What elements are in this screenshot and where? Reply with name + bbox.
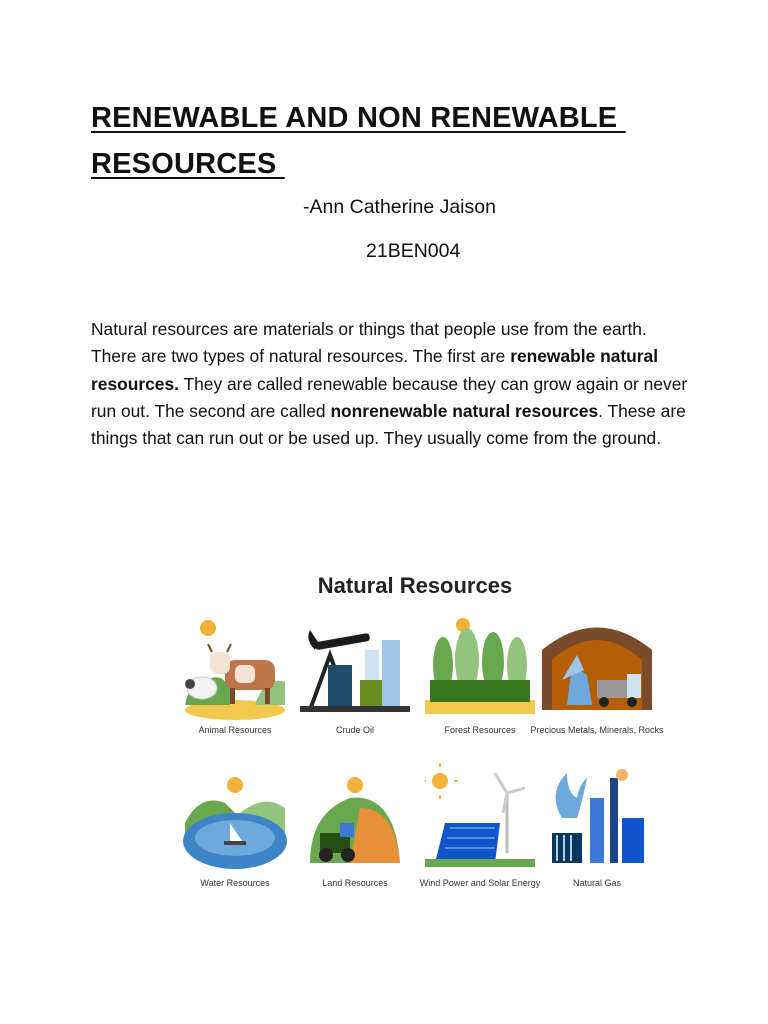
tile-animal-resources bbox=[175, 610, 295, 750]
oil-pump-icon bbox=[300, 610, 410, 720]
roll-number: 21BEN004 bbox=[366, 240, 461, 262]
tile-crude-oil bbox=[295, 610, 415, 750]
tile-precious-metals bbox=[530, 610, 664, 750]
tile-label: Water Resources bbox=[200, 878, 270, 888]
tile-label: Precious Metals, Minerals, Rocks bbox=[530, 725, 664, 735]
tile-wind-solar bbox=[420, 763, 540, 903]
figure-title: Natural Resources bbox=[317, 573, 513, 598]
lake-boat-icon bbox=[180, 763, 290, 873]
tile-natural-gas bbox=[537, 763, 657, 903]
forest-icon bbox=[425, 610, 535, 720]
wind-solar-icon bbox=[425, 763, 535, 873]
gas-plant-icon bbox=[542, 763, 652, 873]
paragraph-bold-1: renewable natural resources. bbox=[91, 346, 659, 394]
tile-label: Forest Resources bbox=[444, 725, 516, 735]
document-title bbox=[91, 95, 651, 187]
intro-paragraph bbox=[91, 316, 691, 452]
cow-sheep-icon bbox=[180, 610, 290, 720]
author-name: -Ann Catherine Jaison bbox=[303, 196, 496, 218]
paragraph-text-3: . These are things that can run out or be used up. They usually come from the ground. bbox=[91, 400, 686, 449]
tile-land-resources bbox=[295, 763, 415, 903]
paragraph-text-1: Natural resources are materials or things that people use from the earth. There are two types of natural resources. The first are bbox=[91, 319, 647, 367]
title-line-2: RESOURCES bbox=[91, 148, 285, 180]
tractor-field-icon bbox=[300, 763, 410, 873]
tile-label: Natural Gas bbox=[572, 878, 622, 888]
paragraph-text-2: They are called renewable because they can grow again or never run out. The second are called bbox=[91, 373, 688, 421]
paragraph-bold-2: nonrenewable natural resources bbox=[330, 400, 599, 421]
title-line-1: RENEWABLE AND NON RENEWABLE bbox=[91, 102, 626, 134]
tile-label: Wind Power and Solar Energy bbox=[419, 878, 541, 888]
tile-label: Land Resources bbox=[322, 878, 388, 888]
tile-water-resources bbox=[175, 763, 295, 903]
natural-resources-figure bbox=[175, 568, 665, 908]
tile-label: Animal Resources bbox=[198, 725, 272, 735]
tile-forest-resources bbox=[420, 610, 540, 750]
mine-truck-icon bbox=[542, 610, 652, 720]
tile-label: Crude Oil bbox=[335, 725, 374, 735]
